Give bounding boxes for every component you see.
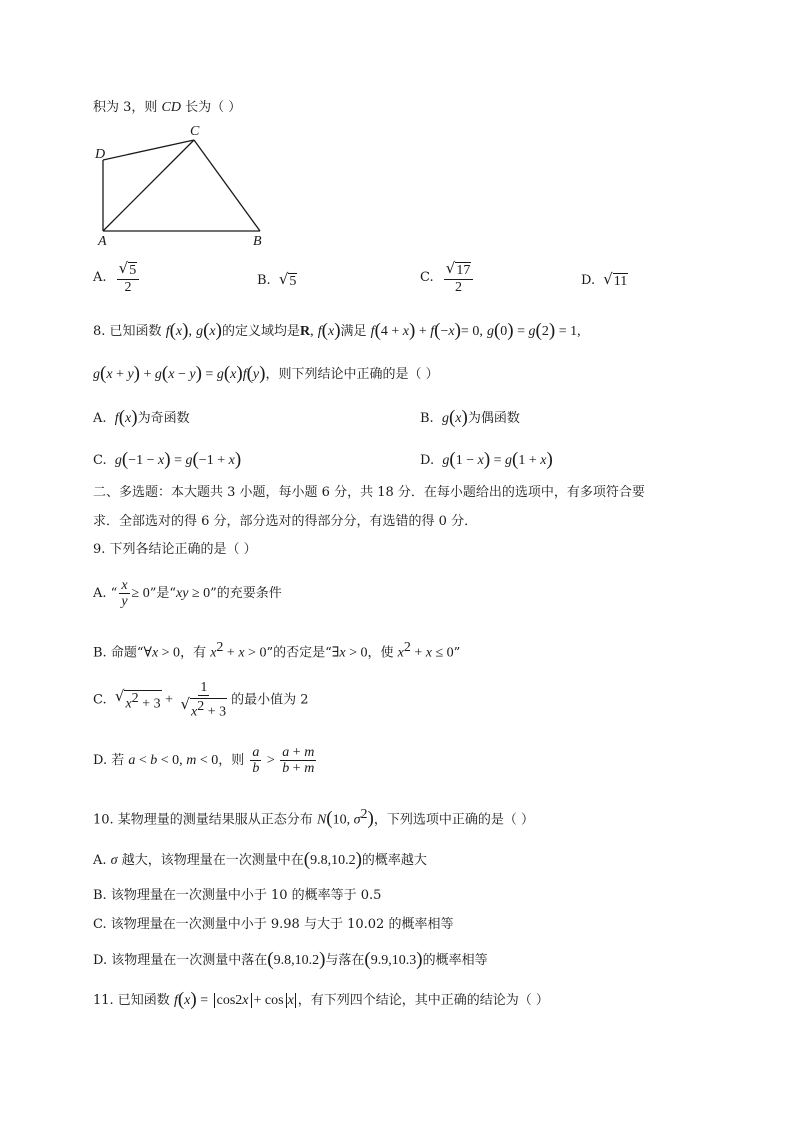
q10-option-b: B. 该物理量在一次测量中小于 10 的概率等于 0.5: [93, 888, 382, 903]
q10-stem: 10. 某物理量的测量结果服从正态分布 N(10, $\sigma^2$)，下列选项中正确的是（ ）: [93, 807, 534, 830]
q7-option-d: D. √ 11: [581, 270, 628, 289]
q11-stem: 11. 已知函数 f(x) = cos2x + cos x ，有下列四个结论，其中正确的结论为（ ）: [93, 989, 549, 1010]
segment-cd: CD: [161, 100, 181, 115]
q10-option-d: D. 该物理量在一次测量中落在(9.8,10.2)与落在(9.9,10.3)的概率相等: [93, 949, 488, 970]
vertex-c-label: C: [190, 124, 200, 139]
section2-heading-line2: 求．全部选对的得 6 分，部分选对的得部分分，有选错的得 0 分．: [93, 514, 478, 529]
q8-option-b: B. g(x)为偶函数: [420, 407, 520, 428]
q9-stem: 9. 下列各结论正确的是（ ）: [93, 542, 257, 557]
q8-stem-line1: 8. 已知函数 f(x), g(x)的定义域均是R, f(x)满足 f(4 + x) + f(−x)= 0, g(0) = g(2) = 1,: [93, 320, 581, 341]
q9-option-c: C. √ $x^2 + 3$ + 1 √ $x^2 + 3$ 的最小值为 2: [93, 680, 309, 720]
vertex-d-label: D: [95, 147, 106, 162]
q10-option-c: C. 该物理量在一次测量中小于 9.98 与大于 10.02 的概率相等: [93, 917, 454, 932]
q7-stem: 积为 3，则 CD 长为（ ）: [93, 100, 242, 115]
q9-option-d: D. 若 a < b < 0, m < 0，则 $\frac{a}{b}$ > $\frac{a + m}{b + m}$: [93, 745, 315, 776]
quadrilateral-figure: [90, 118, 280, 250]
q7-option-c: C. √ 17 2: [420, 260, 475, 295]
vertex-a-label: A: [98, 234, 107, 249]
q8-stem-line2: g(x + y) + g(x − y) = g(x)f(y)，则下列结论中正确的是（ ）: [93, 363, 439, 384]
q8-option-d: D. g(1 − x) = g(1 + x): [420, 449, 553, 470]
vertex-b-label: B: [253, 234, 262, 249]
fraction: √ 5 2: [117, 260, 140, 295]
q8-option-c: C. g(−1 − x) = g(−1 + x): [93, 449, 242, 470]
section2-heading-line1: 二、多选题：本大题共 3 小题，每小题 6 分，共 18 分．在每小题给出的选项中，有多项符合要: [93, 485, 645, 500]
q7-option-a: A. √ 5 2: [93, 260, 141, 295]
q7-option-b: B. √ 5: [257, 270, 297, 289]
q10-option-a: A. σ 越大，该物理量在一次测量中在(9.8,10.2)的概率越大: [93, 849, 427, 870]
q8-option-a: A. f(x)为奇函数: [93, 407, 190, 428]
q9-option-b: B. 命题“∀x > 0，有 $x^2 + x > 0$”的否定是“∃x > 0，使 $x^2 + x \le 0$”: [93, 640, 461, 661]
q9-option-a: A. “ $\frac{x}{y}$ ≥ 0”是“xy ≥ 0”的充要条件: [93, 578, 282, 609]
fraction: √ 17 2: [444, 260, 474, 295]
